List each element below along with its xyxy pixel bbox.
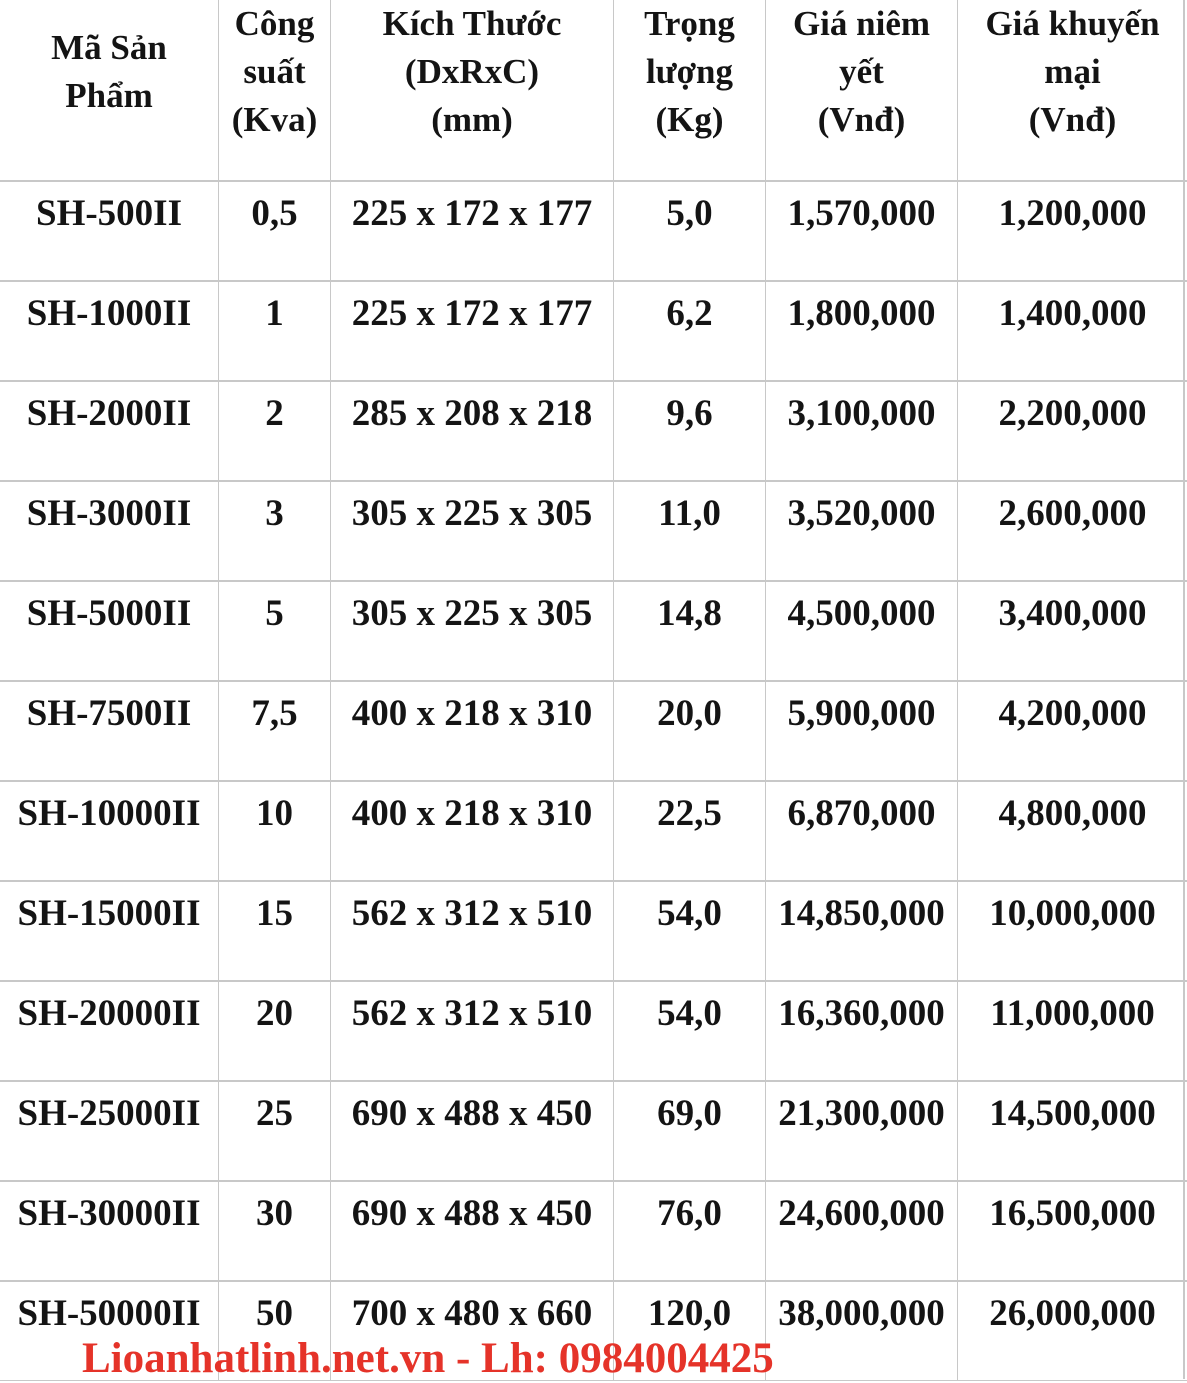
- cell-capacity: [218, 1181, 330, 1281]
- cell-promo-price: [957, 1181, 1187, 1281]
- dimensions-value: 562 x 312 x 510: [351, 993, 593, 1034]
- cell-promo-price: [957, 881, 1187, 981]
- cell-product-code: [0, 881, 218, 981]
- cell-product-code: [0, 781, 218, 881]
- cell-weight: [613, 281, 765, 381]
- dimensions-value: 225 x 172 x 177: [351, 293, 593, 334]
- cell-capacity: [218, 881, 330, 981]
- promo-price-value: 16,500,000: [989, 1193, 1156, 1234]
- cell-capacity: [218, 1081, 330, 1181]
- cell-product-code: [0, 681, 218, 781]
- list-price-value: 6,870,000: [787, 793, 936, 834]
- header-product-code: Mã Sản Phẩm: [0, 0, 218, 181]
- cell-dimensions: [330, 381, 613, 481]
- dimensions-value: 690 x 488 x 450: [351, 1193, 593, 1234]
- cell-product-code: [0, 1081, 218, 1181]
- cell-capacity: [218, 281, 330, 381]
- weight-value: 54,0: [657, 893, 722, 934]
- header-dimensions: Kích Thước (DxRxC) (mm): [330, 0, 613, 181]
- product-code-value: SH-25000II: [17, 1093, 201, 1134]
- cell-dimensions: [330, 581, 613, 681]
- table-row: [0, 1181, 1187, 1281]
- cell-list-price: [765, 181, 957, 281]
- dimensions-value: 562 x 312 x 510: [351, 893, 593, 934]
- cell-promo-price: [957, 381, 1187, 481]
- header-list-price: Giá niêm yết (Vnđ): [765, 0, 957, 181]
- cell-weight: [613, 681, 765, 781]
- cell-capacity: [218, 981, 330, 1081]
- promo-price-value: 4,200,000: [998, 693, 1147, 734]
- capacity-value: 5: [265, 593, 284, 634]
- cell-product-code: [0, 581, 218, 681]
- product-code-value: SH-7500II: [26, 693, 192, 734]
- list-price-value: 3,520,000: [787, 493, 936, 534]
- promo-price-value: 10,000,000: [989, 893, 1156, 934]
- promo-price-value: 26,000,000: [989, 1293, 1156, 1334]
- watermark-text: Lioanhatlinh.net.vn - Lh: 0984004425: [82, 1335, 774, 1382]
- cell-capacity: [218, 681, 330, 781]
- promo-price-value: 2,600,000: [998, 493, 1147, 534]
- cell-dimensions: [330, 481, 613, 581]
- product-code-value: SH-50000II: [17, 1293, 201, 1334]
- weight-value: 11,0: [658, 493, 721, 534]
- weight-value: 69,0: [657, 1093, 722, 1134]
- cell-dimensions: [330, 1181, 613, 1281]
- table-right-border: [1183, 0, 1185, 1379]
- capacity-value: 7,5: [251, 693, 298, 734]
- table-row: [0, 681, 1187, 781]
- cell-capacity: [218, 581, 330, 681]
- cell-promo-price: [957, 681, 1187, 781]
- weight-value: 9,6: [666, 393, 713, 434]
- product-code-value: SH-5000II: [26, 593, 192, 634]
- promo-price-value: 3,400,000: [998, 593, 1147, 634]
- cell-promo-price: [957, 181, 1187, 281]
- capacity-value: 3: [265, 493, 284, 534]
- cell-weight: [613, 581, 765, 681]
- dimensions-value: 305 x 225 x 305: [351, 593, 593, 634]
- product-code-value: SH-30000II: [17, 1193, 201, 1234]
- table-row: [0, 481, 1187, 581]
- weight-value: 20,0: [657, 693, 722, 734]
- capacity-value: 20: [256, 993, 293, 1034]
- product-code-value: SH-10000II: [17, 793, 201, 834]
- cell-weight: [613, 1181, 765, 1281]
- weight-value: 5,0: [666, 193, 713, 234]
- dimensions-value: 400 x 218 x 310: [351, 693, 593, 734]
- cell-weight: [613, 381, 765, 481]
- cell-capacity: [218, 781, 330, 881]
- cell-weight: [613, 881, 765, 981]
- cell-dimensions: [330, 181, 613, 281]
- header-weight: Trọng lượng (Kg): [613, 0, 765, 181]
- dimensions-value: 690 x 488 x 450: [351, 1093, 593, 1134]
- table-row: [0, 281, 1187, 381]
- list-price-value: 21,300,000: [778, 1093, 945, 1134]
- list-price-value: 14,850,000: [778, 893, 945, 934]
- cell-list-price: [765, 781, 957, 881]
- cell-capacity: [218, 481, 330, 581]
- weight-value: 120,0: [647, 1293, 732, 1334]
- cell-dimensions: [330, 981, 613, 1081]
- cell-list-price: [765, 1081, 957, 1181]
- cell-promo-price: [957, 281, 1187, 381]
- table-row: [0, 781, 1187, 881]
- dimensions-value: 305 x 225 x 305: [351, 493, 593, 534]
- dimensions-value: 400 x 218 x 310: [351, 793, 593, 834]
- cell-list-price: [765, 881, 957, 981]
- list-price-value: 24,600,000: [778, 1193, 945, 1234]
- promo-price-value: 14,500,000: [989, 1093, 1156, 1134]
- cell-capacity: [218, 381, 330, 481]
- cell-list-price: [765, 281, 957, 381]
- product-code-value: SH-20000II: [17, 993, 201, 1034]
- list-price-value: 16,360,000: [778, 993, 945, 1034]
- weight-value: 54,0: [657, 993, 722, 1034]
- cell-promo-price: [957, 781, 1187, 881]
- product-code-value: SH-15000II: [17, 893, 201, 934]
- dimensions-value: 700 x 480 x 660: [351, 1293, 593, 1334]
- capacity-value: 1: [265, 293, 284, 334]
- weight-value: 6,2: [666, 293, 713, 334]
- cell-dimensions: [330, 781, 613, 881]
- promo-price-value: 4,800,000: [998, 793, 1147, 834]
- cell-list-price: [765, 981, 957, 1081]
- product-code-value: SH-2000II: [26, 393, 192, 434]
- cell-promo-price: [957, 1281, 1187, 1381]
- product-code-value: SH-3000II: [26, 493, 192, 534]
- cell-promo-price: [957, 981, 1187, 1081]
- weight-value: 14,8: [657, 593, 722, 634]
- promo-price-value: 1,400,000: [998, 293, 1147, 334]
- cell-product-code: [0, 981, 218, 1081]
- cell-dimensions: [330, 1081, 613, 1181]
- list-price-value: 3,100,000: [787, 393, 936, 434]
- table-row: [0, 581, 1187, 681]
- cell-weight: [613, 781, 765, 881]
- cell-list-price: [765, 1181, 957, 1281]
- promo-price-value: 1,200,000: [998, 193, 1147, 234]
- cell-promo-price: [957, 1081, 1187, 1181]
- header-row: [0, 0, 1187, 181]
- cell-list-price: [765, 1281, 957, 1381]
- promo-price-value: 11,000,000: [990, 993, 1155, 1034]
- cell-list-price: [765, 481, 957, 581]
- table-row: [0, 181, 1187, 281]
- cell-product-code: [0, 481, 218, 581]
- product-code-value: SH-500II: [36, 193, 182, 234]
- table-row: [0, 1081, 1187, 1181]
- cell-list-price: [765, 681, 957, 781]
- header-capacity: Công suất (Kva): [218, 0, 330, 181]
- product-code-value: SH-1000II: [26, 293, 192, 334]
- list-price-value: 4,500,000: [787, 593, 936, 634]
- cell-promo-price: [957, 481, 1187, 581]
- capacity-value: 15: [256, 893, 293, 934]
- weight-value: 76,0: [657, 1193, 722, 1234]
- table-row: [0, 381, 1187, 481]
- dimensions-value: 225 x 172 x 177: [351, 193, 593, 234]
- cell-weight: [613, 1081, 765, 1181]
- list-price-value: 1,800,000: [787, 293, 936, 334]
- weight-value: 22,5: [657, 793, 722, 834]
- cell-product-code: [0, 181, 218, 281]
- promo-price-value: 2,200,000: [998, 393, 1147, 434]
- capacity-value: 2: [265, 393, 284, 434]
- header-promo-price: Giá khuyến mại (Vnđ): [957, 0, 1187, 181]
- cell-product-code: [0, 1181, 218, 1281]
- cell-weight: [613, 181, 765, 281]
- cell-dimensions: [330, 281, 613, 381]
- capacity-value: 30: [256, 1193, 293, 1234]
- cell-list-price: [765, 381, 957, 481]
- table-row: [0, 881, 1187, 981]
- capacity-value: 25: [256, 1093, 293, 1134]
- cell-dimensions: [330, 881, 613, 981]
- cell-list-price: [765, 581, 957, 681]
- list-price-value: 1,570,000: [787, 193, 936, 234]
- cell-product-code: [0, 381, 218, 481]
- dimensions-value: 285 x 208 x 218: [351, 393, 593, 434]
- cell-promo-price: [957, 581, 1187, 681]
- cell-dimensions: [330, 681, 613, 781]
- cell-weight: [613, 481, 765, 581]
- list-price-value: 38,000,000: [778, 1293, 945, 1334]
- cell-product-code: [0, 281, 218, 381]
- capacity-value: 0,5: [251, 193, 298, 234]
- cell-capacity: [218, 181, 330, 281]
- capacity-value: 50: [256, 1293, 293, 1334]
- cell-weight: [613, 981, 765, 1081]
- capacity-value: 10: [256, 793, 293, 834]
- list-price-value: 5,900,000: [787, 693, 936, 734]
- table-row: [0, 981, 1187, 1081]
